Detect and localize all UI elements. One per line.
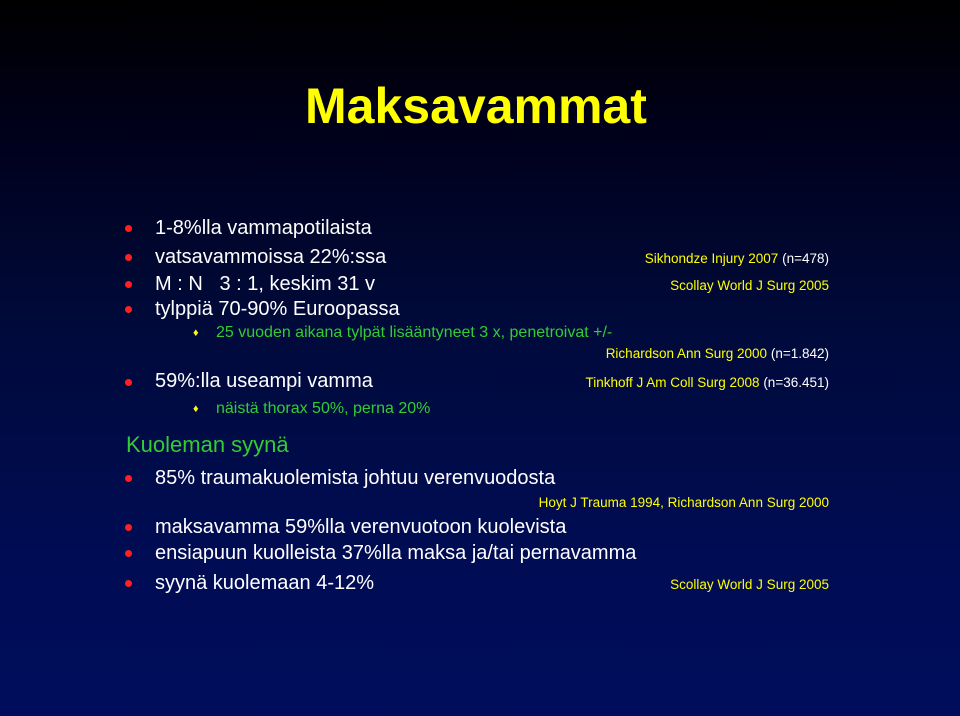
- red-dot-bullet-icon: [125, 550, 132, 557]
- list-item: [0, 369, 960, 393]
- reference-source: Scollay World J Surg 2005: [670, 577, 829, 592]
- red-dot-bullet-icon: [125, 225, 132, 232]
- reference-source: Richardson Ann Surg 2000: [605, 346, 768, 361]
- section-heading: Kuoleman syynä: [126, 432, 289, 457]
- reference-source: Scollay World J Surg 2005: [670, 278, 829, 293]
- bullet-text: maksavamma 59%lla verenvuotoon kuolevista: [155, 516, 567, 538]
- red-dot-bullet-icon: [125, 306, 132, 313]
- red-dot-bullet-icon: [125, 254, 132, 261]
- reference-source: Tinkhoff J Am Coll Surg 2008: [585, 375, 760, 390]
- reference-sample-size: (n=1.842): [770, 346, 829, 361]
- bullet-text: vatsavammoissa 22%:ssa: [155, 246, 387, 268]
- reference-source: Hoyt J Trauma 1994, Richardson Ann Surg 2000: [538, 495, 829, 510]
- reference: [645, 250, 829, 268]
- list-item: [0, 216, 960, 240]
- yellow-diamond-bullet-icon: ♦: [193, 327, 199, 339]
- list-item: [0, 272, 960, 296]
- reference-line: [0, 345, 960, 369]
- red-dot-bullet-icon: [125, 475, 132, 482]
- red-dot-bullet-icon: [125, 281, 132, 288]
- bullet-text: syynä kuolemaan 4-12%: [155, 572, 375, 594]
- red-dot-bullet-icon: [125, 379, 132, 386]
- reference: [585, 374, 829, 392]
- list-item: [0, 515, 960, 539]
- reference-sample-size: (n=36.451): [763, 375, 829, 390]
- slide-title: Maksavammat: [305, 78, 647, 134]
- sub-bullet-text: näistä thorax 50%, perna 20%: [216, 400, 431, 417]
- reference-sample-size: (n=478): [782, 251, 829, 266]
- bullet-text: 59%:lla useampi vamma: [155, 370, 373, 392]
- bullet-text: 85% traumakuolemista johtuu verenvuodosta: [155, 467, 556, 489]
- list-item: [0, 541, 960, 565]
- reference-source: Sikhondze Injury 2007: [644, 251, 779, 266]
- reference: [606, 345, 829, 363]
- list-item: [0, 297, 960, 321]
- sub-bullet-text: 25 vuoden aikana tylpät lisääntyneet 3 x, penetroivat +/-: [216, 324, 613, 341]
- yellow-diamond-bullet-icon: ♦: [193, 403, 199, 415]
- list-item: [0, 245, 960, 269]
- red-dot-bullet-icon: [125, 580, 132, 587]
- bullet-text: M : N 3 : 1, keskim 31 v: [155, 273, 376, 295]
- bullet-text: 1-8%lla vammapotilaista: [155, 217, 372, 239]
- bullet-text: ensiapuun kuolleista 37%lla maksa ja/tai pernavamma: [155, 542, 637, 564]
- red-dot-bullet-icon: [125, 524, 132, 531]
- sub-list-item: [0, 322, 960, 346]
- list-item: [0, 466, 960, 490]
- list-item: [0, 571, 960, 595]
- bullet-text: tylppiä 70-90% Euroopassa: [155, 298, 400, 320]
- sub-list-item: [0, 398, 960, 422]
